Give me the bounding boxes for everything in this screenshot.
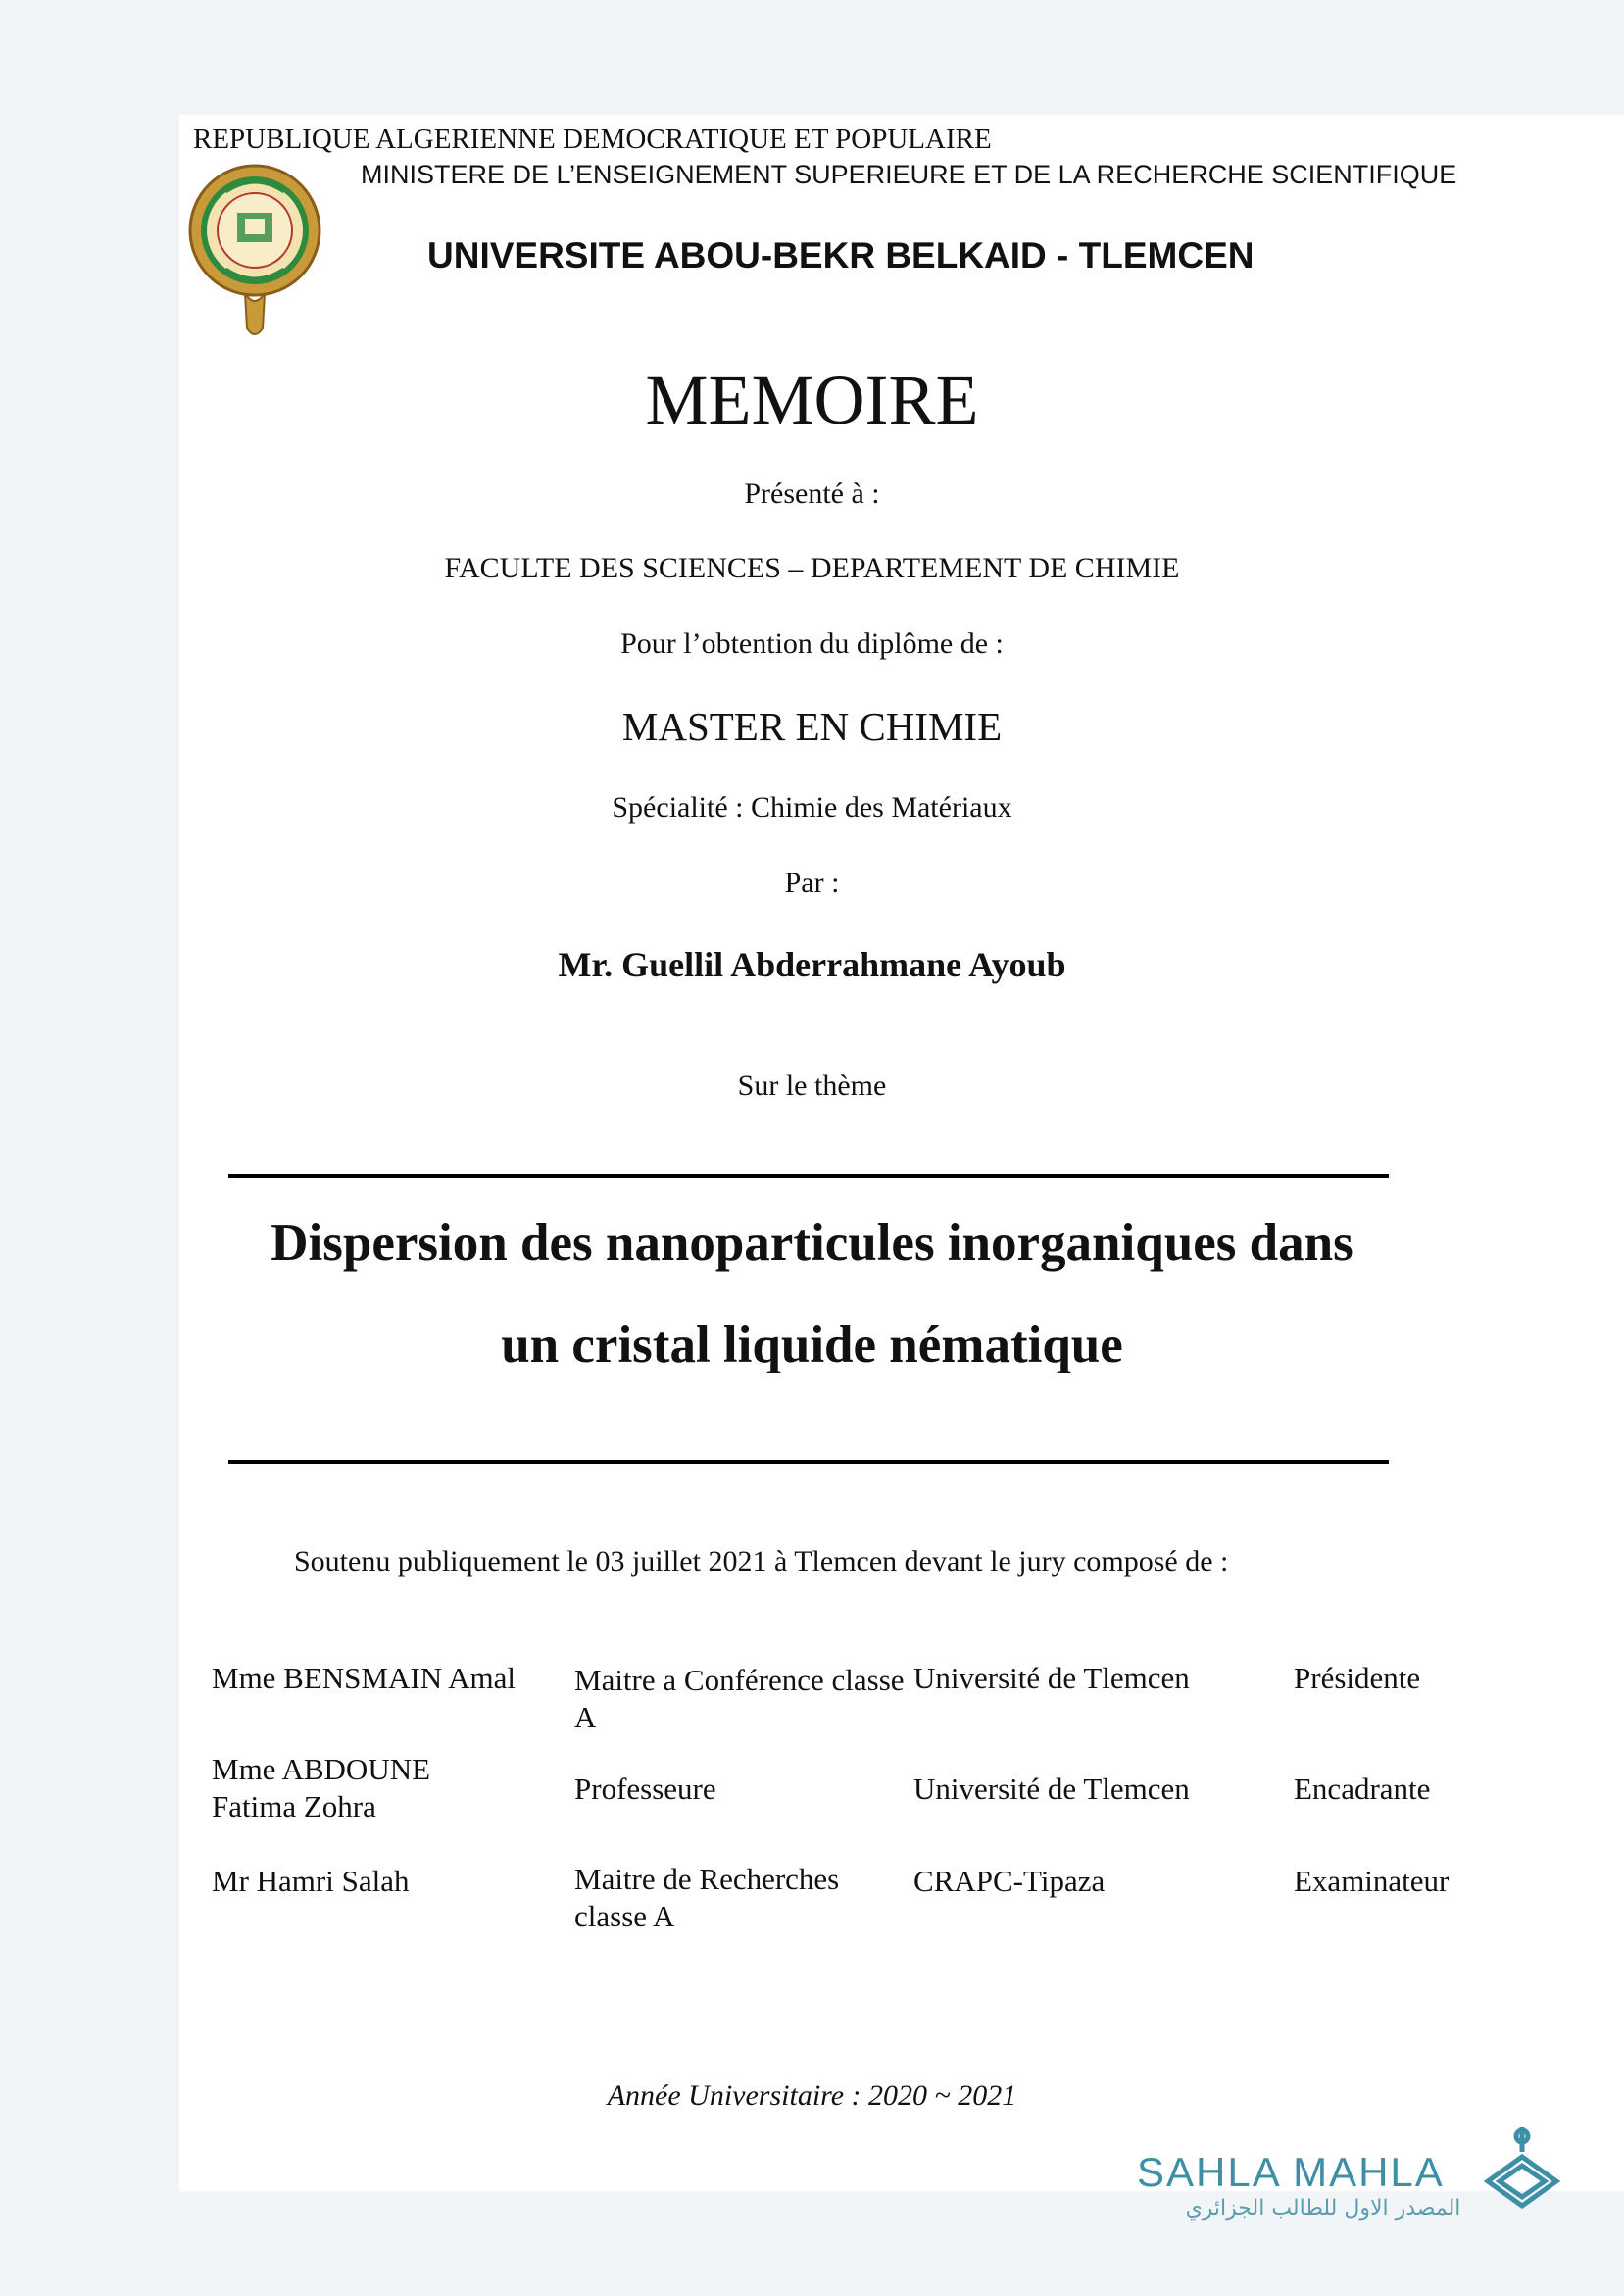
- theme-label: Sur le thème: [737, 1070, 887, 1102]
- jury-name: Mme ABDOUNE Fatima Zohra: [212, 1752, 431, 1823]
- degree-intro: Pour l’obtention du diplôme de :: [620, 627, 1004, 660]
- jury-institution: CRAPC-Tipaza: [913, 1864, 1106, 1898]
- ministry-header: MINISTERE DE L’ENSEIGNEMENT SUPERIEURE ET DE LA RECHERCHE SCIENTIFIQUE: [361, 160, 1457, 189]
- jury-name: Mme BENSMAIN Amal: [212, 1661, 516, 1695]
- republic-header: REPUBLIQUE ALGERIENNE DEMOCRATIQUE ET POPULAIRE: [193, 124, 992, 155]
- watermark-tagline: المصدر الاول للطالب الجزائري: [1185, 2196, 1461, 2221]
- by-label: Par :: [784, 867, 840, 899]
- jury-grade: Professeure: [574, 1772, 716, 1806]
- university-name: UNIVERSITE ABOU-BEKR BELKAID - TLEMCEN: [427, 235, 1255, 275]
- jury-institution: Université de Tlemcen: [913, 1661, 1190, 1695]
- jury-role: Encadrante: [1294, 1772, 1431, 1806]
- document-type: MEMOIRE: [645, 361, 979, 439]
- degree-title: MASTER EN CHIMIE: [621, 704, 1003, 749]
- thesis-title-line1: Dispersion des nanoparticules inorganiques dans: [271, 1215, 1353, 1272]
- jury-institution: Université de Tlemcen: [913, 1772, 1190, 1806]
- jury-grade: Maitre a Conférence classe A: [574, 1663, 905, 1734]
- thesis-title-line2: un cristal liquide nématique: [501, 1317, 1123, 1373]
- jury-grade: Maitre de Recherches classe A: [574, 1862, 840, 1933]
- title-rule-top: [228, 1174, 1389, 1178]
- defense-statement: Soutenu publiquement le 03 juillet 2021 à Tlemcen devant le jury composé de :: [294, 1545, 1229, 1577]
- author-name: Mr. Guellil Abderrahmane Ayoub: [558, 945, 1066, 984]
- jury-role: Présidente: [1294, 1661, 1421, 1695]
- title-rule-bottom: [228, 1460, 1389, 1464]
- presented-to-label: Présenté à :: [744, 477, 880, 510]
- jury-role: Examinateur: [1294, 1864, 1450, 1898]
- speciality-line: Spécialité : Chimie des Matériaux: [612, 791, 1012, 824]
- academic-year: Année Universitaire : 2020 ~ 2021: [607, 2079, 1017, 2112]
- watermark-brand: SAHLA MAHLA: [1137, 2149, 1445, 2195]
- jury-name: Mr Hamri Salah: [212, 1864, 410, 1898]
- watermark-logo-icon: [1468, 2122, 1576, 2221]
- faculty-line: FACULTE DES SCIENCES – DEPARTEMENT DE CHIMIE: [444, 552, 1180, 584]
- university-seal-icon: [186, 162, 323, 343]
